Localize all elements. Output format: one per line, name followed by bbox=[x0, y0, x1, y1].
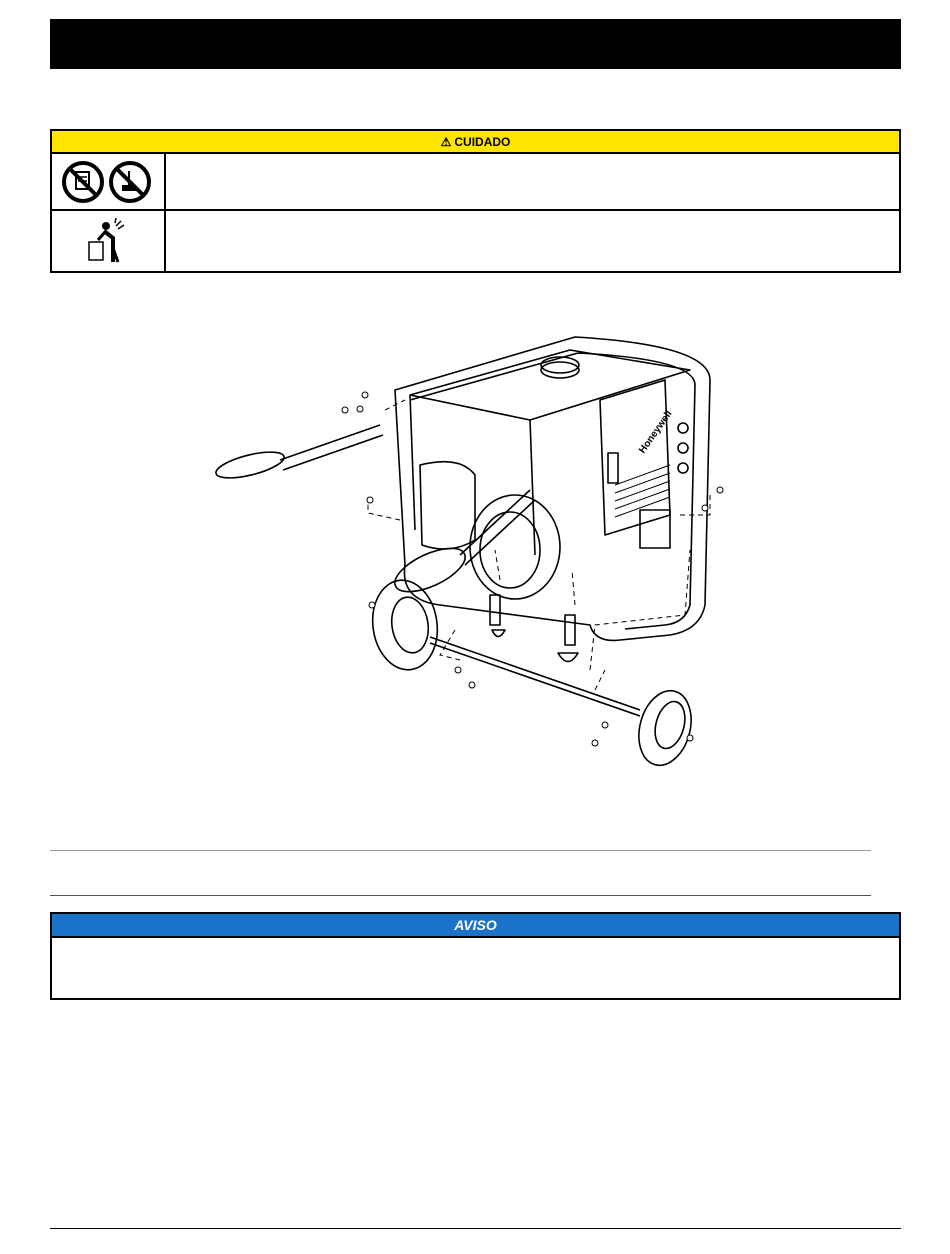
heavy-lift-icon bbox=[85, 218, 131, 264]
caution-header bbox=[52, 131, 899, 154]
divider-line-2 bbox=[50, 895, 871, 896]
foot-left bbox=[490, 595, 500, 625]
caution-row-2-text bbox=[166, 211, 899, 271]
caution-row-1 bbox=[52, 154, 899, 211]
caution-row-1-text bbox=[166, 154, 899, 209]
handle-grip bbox=[214, 447, 287, 483]
caution-title: CUIDADO bbox=[454, 134, 511, 149]
notice-box bbox=[50, 912, 901, 1000]
control-panel bbox=[600, 380, 670, 535]
air-filter bbox=[420, 462, 475, 549]
prohibition-icons bbox=[52, 154, 166, 209]
page-header-bar bbox=[50, 19, 901, 69]
warning-triangle-icon: ⚠ bbox=[440, 134, 452, 149]
generator-frame bbox=[395, 337, 710, 640]
no-manual-icon bbox=[64, 163, 102, 201]
right-wheel bbox=[631, 685, 699, 771]
notice-title: AVISO bbox=[454, 917, 497, 933]
handle-bar bbox=[280, 425, 380, 460]
foot-right bbox=[565, 615, 575, 645]
divider-line bbox=[50, 850, 871, 851]
heavy-lift-icon-cell bbox=[52, 211, 166, 271]
notice-header bbox=[52, 914, 899, 938]
handle-grip-2 bbox=[389, 539, 471, 600]
footer-divider bbox=[50, 1228, 901, 1229]
no-manual-no-tool-icon bbox=[58, 159, 158, 205]
no-tool-icon bbox=[111, 163, 149, 201]
brand-label: Honeywell bbox=[637, 408, 675, 456]
caution-box bbox=[50, 129, 901, 273]
axle bbox=[430, 637, 640, 710]
caution-row-2 bbox=[52, 211, 899, 271]
generator-assembly-diagram bbox=[200, 325, 745, 775]
